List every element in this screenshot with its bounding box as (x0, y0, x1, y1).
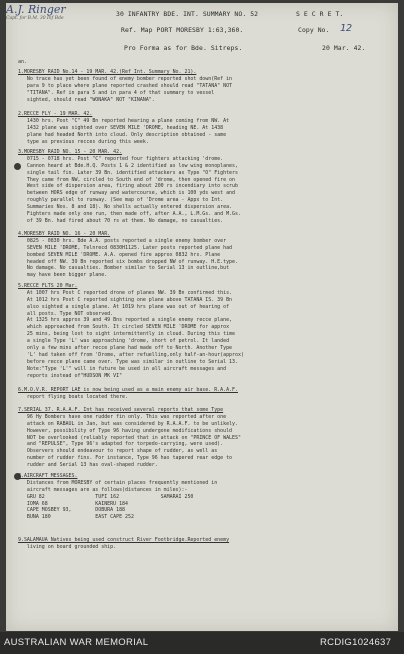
section-heading: 4.MORESBY RAID NO. 16 - 20 MAR. (18, 231, 111, 237)
document-title: 30 INFANTRY BDE. INT. SUMMARY NO. 52 (116, 10, 259, 18)
text-line: 0715 - 0718 hrs. Post "C" reported four fighters attacking 'drome. (18, 155, 224, 162)
document-date: 20 Mar. 42. (322, 44, 366, 52)
section-3 (18, 149, 378, 225)
text-line: type as previous recces during this week. (18, 138, 149, 145)
text-line: only a few mins after recce plane had made off to North. Another Type (18, 345, 233, 352)
text-line: They came from NW, circled to South end of 'drome, then opened fire on (18, 176, 236, 183)
text-line: roughly parallel to runway. (See map of 'Drome area - Appx to Int. (18, 197, 224, 204)
text-line: bombed SEVEN MILE 'DROME. A.A. opened fire approx 0832 hrs. Plane (18, 251, 221, 258)
section-heading: 7.SERIAL 37. R.A.A.F. Int has received several reports that some Type (18, 407, 224, 413)
archive-name: AUSTRALIAN WAR MEMORIAL (4, 637, 149, 648)
text-line: Fighters made only one run, then made off, after A.A., L.M.Gs. and M.Gs. (18, 211, 241, 218)
text-line: BUNA 180 EAST CAPE 252 (18, 514, 134, 521)
signature: A.J. Ringer (6, 3, 66, 16)
section-heading: 1.MORESBY RAID No.14 - 19 MAR. 42.(Ref Int. Summary No. 21). (18, 69, 197, 75)
copy-number: 12 (340, 23, 353, 34)
text-line: IOMA 68 KAINERU 184 (18, 500, 128, 507)
pro-forma-note: Pro Forma as for Bde. Sitreps. (124, 44, 243, 52)
section-heading: 9.SALAMAUA Natives being used construct River Footbridge.Reported enemy (18, 537, 230, 543)
text-line: rudder and Serial 13 has oval-shaped rudder. (18, 462, 158, 469)
section-heading: 2.RECCE FLY - 19 MAR. 42. (18, 111, 93, 117)
text-line: single tail fin. Later 39 Bn. identified attackers as Type "O" Fighters (18, 169, 238, 176)
text-line: West side of dispersion area, firing about 200 rs incendiary into scrub (18, 183, 238, 190)
text-line: of 39 Bn. had fired about 70 rs at them. No damage, no casualties. (18, 217, 224, 224)
text-line: living on board grounded ship. (18, 543, 117, 550)
text-line: At 1007 hrs Post C reported drone of planes NW. 39 Bn confirmed this. (18, 289, 233, 296)
text-line: NOT be overlooked (reliably reported that in attack on "PRINCE OF WALES" (18, 434, 241, 441)
text-line: also sighted a single plane. At 1019 hrs plane was out of hearing of (18, 303, 230, 310)
text-line: "TITANA". Ref in para 5 and in para 4 of that summary to vessel (18, 89, 215, 96)
text-line: Observers should endeavour to report shape of rudder, as well as (18, 448, 218, 455)
text-line: However, possibility of Type 96 having undergone modifications should (18, 427, 233, 434)
map-reference: Ref. Map PORT MORESBY 1:63,360. (121, 26, 244, 34)
section-6 (18, 387, 378, 401)
text-line: Cannon heard at Bde.H.Q. Posts 1 & 2 identified as low wing monoplanes, (18, 162, 238, 169)
text-line: para 9 to place where plane reported crashed should read "TATANA" NOT (18, 82, 233, 89)
text-line: sighted, should read "WONAKA" NOT "KINANA". (18, 96, 155, 103)
section-an (18, 59, 378, 66)
section-7 (18, 407, 378, 469)
signature-subtext: Capt. for B.M. 30 Inf Bde (6, 16, 64, 21)
text-line: Distances from MORESBY of certain places frequently mentioned in (18, 479, 218, 486)
section-heading: 6.M.O.V.R. REPORT LAE is now being used as a main enemy air base. R.A.A.F. (18, 387, 238, 393)
document-page (6, 3, 398, 631)
text-line: Summaries Nos. 8 and 18). No shells actually entered dispersion area. (18, 204, 233, 211)
text-line: 96 Hy Bombers have one rudder fin only. This was reported after one (18, 413, 227, 420)
text-line: attack on RABAUL in Jan, but was considered by R.A.A.F. to be unlikely. (18, 420, 238, 427)
text-line: 1432 plane was sighted over SEVEN MILE 'DROME, heading NE. At 1438 (18, 124, 224, 131)
text-line: No damage. No casualties. Bomber similar to Serial 13 in outline,but (18, 265, 230, 272)
section-heading: 8.AIRCRAFT MESSAGES. (18, 473, 78, 479)
text-line: At 1325 hrs approx 39 and 49 Bns reported a single enemy recce plane, (18, 317, 233, 324)
section-1 (18, 69, 378, 103)
section-8 (18, 473, 378, 521)
text-line: SEVEN MILE 'DROME, Telnrecd 0830H1125. Later posts reported plane had (18, 244, 233, 251)
section-heading: 5.RECCE FLTS 20 Mar. (18, 283, 78, 289)
text-line: plane had headed North into cloud. Only description obtained - same (18, 131, 227, 138)
text-line: report flying boats located there. (18, 393, 128, 400)
text-line: all posts. Type NOT observed. (18, 310, 114, 317)
section-9 (18, 537, 378, 551)
text-line: 25 mins, being lost to sight intermittently in cloud. During this time (18, 331, 236, 338)
archive-id: RCDIG1024637 (320, 637, 392, 648)
text-line: No trace has yet been found of enemy bomber reported shot down(Ref in (18, 75, 233, 82)
text-line: reports instead of"HUDSON MK VI" (18, 372, 123, 379)
text-line: an. (18, 59, 27, 65)
text-line: and "REPULSE", Type 96's adapted for torpedo-carrying, were used). (18, 441, 224, 448)
archive-footer (0, 632, 404, 654)
text-line: before recce plane came over. Type was similar in outline to Serial 13. (18, 358, 238, 365)
copy-label: Copy No. (298, 26, 330, 34)
text-line: Note:"Type 'L'" will in future be used in all aircraft messages and (18, 365, 227, 372)
text-line: headed off NW. 39 Bn reported six bombs dropped NW of runway. H.E.type. (18, 258, 238, 265)
section-heading: 3.MORESBY RAID NO. 15 - 20 MAR. 42. (18, 149, 123, 155)
text-line: 'L' had taken off from 'Drome, after refuelling,only half-an-hour(approx) (18, 351, 244, 358)
section-4 (18, 231, 378, 279)
text-line: a single Type 'L' was approaching 'drome, short of petrol. It landed (18, 338, 230, 345)
text-line: which approached from South. It circled SEVEN MILE 'DROME for approx (18, 324, 230, 331)
text-line: aircraft messages are as follows(distances in miles):- (18, 486, 188, 493)
text-line: CAPE MOSBEY 93, DOBURA 188 (18, 507, 126, 514)
section-2 (18, 111, 378, 145)
text-line: between HORS edge of runway and watercourse, which is 100 yds west and (18, 190, 236, 197)
text-line: number of rudder fins. For instance, Type 96 has tapered rear edge to (18, 455, 233, 462)
text-line: At 1012 hrs Post C reported sighting one plane above TATANA IS. 39 Bn (18, 296, 233, 303)
section-5 (18, 283, 378, 379)
text-line: 0825 - 0830 hrs. Bde A.A. posts reported a single enemy bomber over (18, 237, 227, 244)
text-line: may have been bigger plane. (18, 272, 108, 279)
text-line: GRU 82 TUFI 162 SAMARAI 250 (18, 493, 194, 500)
document-body (6, 3, 398, 631)
text-line: 1430 hrs. Post "C" 49 Bn reported hearing a plane coming from NW. At (18, 117, 230, 124)
classification-label: S E C R E T. (296, 10, 344, 18)
